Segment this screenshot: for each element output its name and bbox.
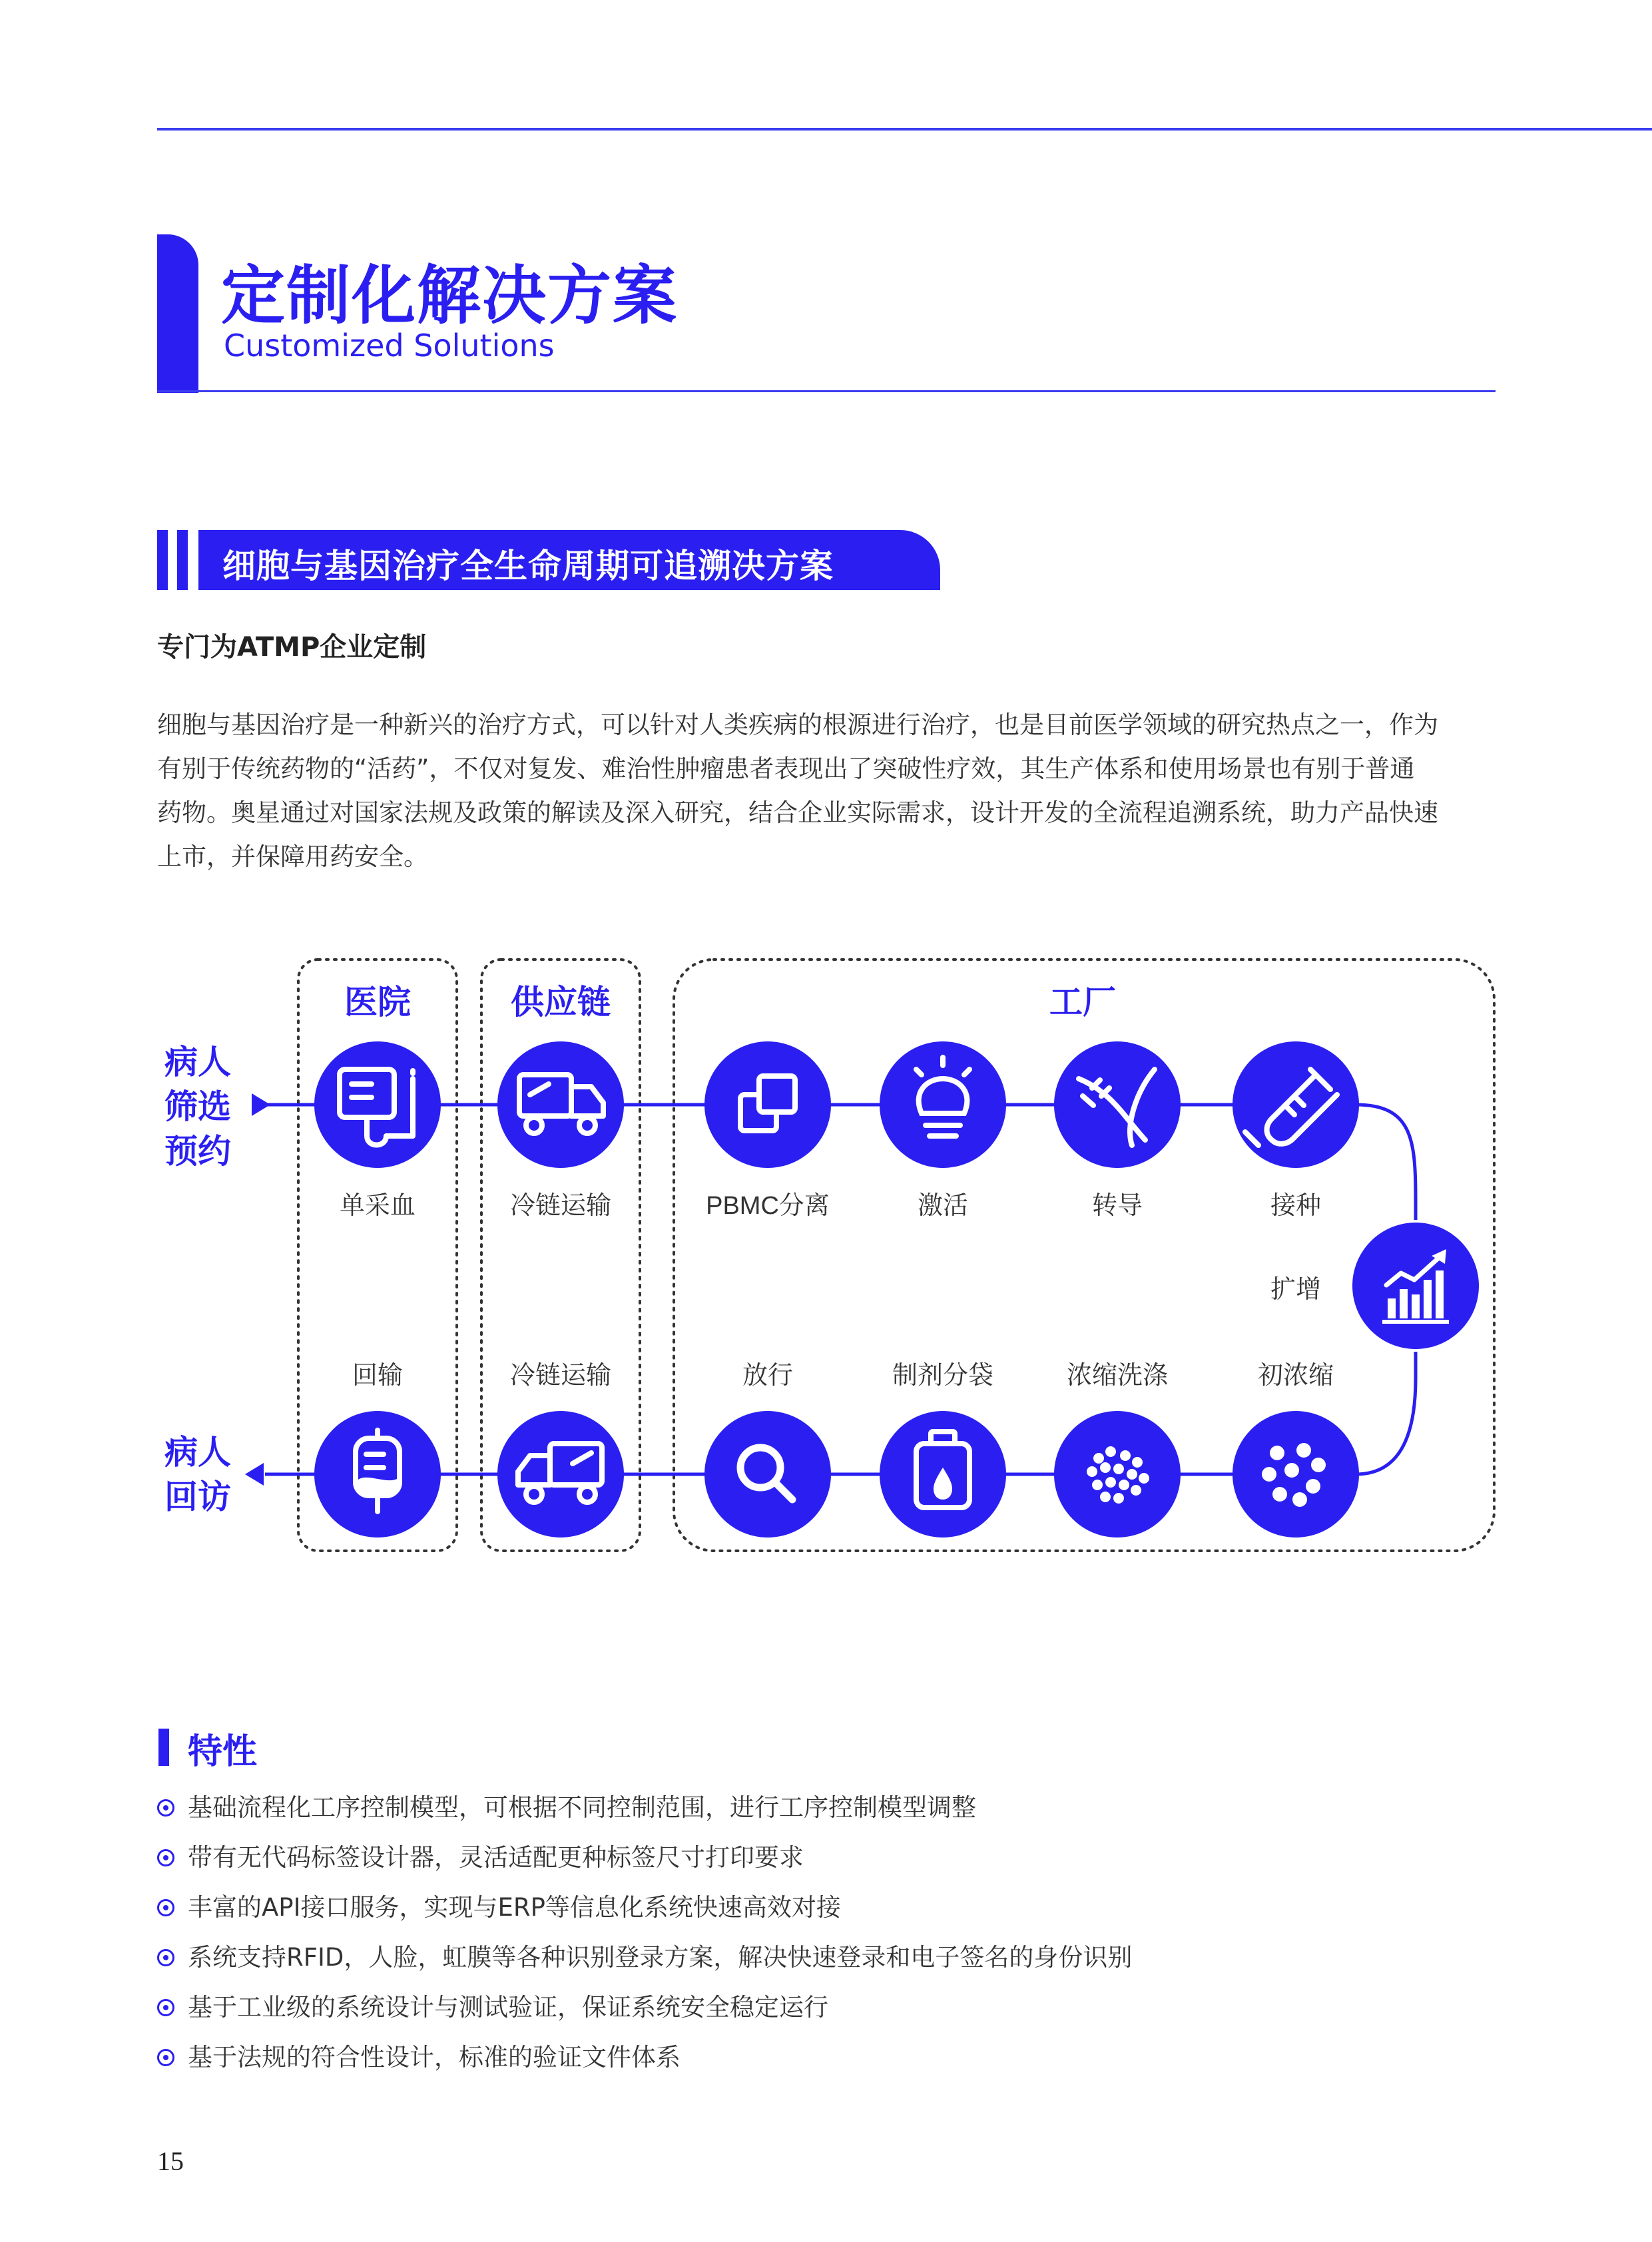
page-subtitle: Customized Solutions (224, 328, 555, 364)
concentrate-wash-circle (1054, 1411, 1181, 1538)
apheresis-step (314, 1041, 441, 1220)
bullet-icon (157, 1799, 174, 1817)
feature-text: 带有无代码标签设计器，灵活适配更种标签尺寸打印要求 (188, 1843, 804, 1872)
flow-connectors (265, 1105, 1416, 1474)
inoculation-circle (1233, 1041, 1359, 1168)
step-label: 制剂分袋 (892, 1362, 994, 1390)
transduction-step (1054, 1041, 1181, 1220)
arrow-in-icon (252, 1093, 270, 1116)
step-label: 回输 (352, 1362, 404, 1390)
patient-in-label: 病人 (164, 1043, 231, 1081)
pbmc-step (704, 1041, 831, 1220)
feature-item (157, 1941, 1132, 1991)
bullet-icon (157, 2049, 174, 2066)
paragraph-line: 细胞与基因治疗是一种新兴的治疗方式，可以针对人类疾病的根源进行治疗，也是目前医学领域的研究热点之一，作为 (157, 710, 1438, 739)
arrow-out-icon (245, 1463, 264, 1486)
features-accent-bar (158, 1729, 169, 1766)
bullet-icon (157, 1999, 174, 2016)
page-title: 定制化解决方案 (221, 258, 678, 333)
group-label-hospital: 医院 (344, 983, 411, 1021)
iv-fluid (358, 1478, 398, 1496)
expansion-circle (1352, 1223, 1479, 1349)
turn-down-line (1356, 1105, 1416, 1220)
feature-text: 基于工业级的系统设计与测试验证，保证系统安全稳定运行 (188, 1993, 828, 2022)
patient-in-label: 预约 (164, 1133, 231, 1170)
bullet-icon (157, 1949, 174, 1966)
step-label: PBMC分离 (706, 1192, 830, 1220)
step-label: 转导 (1091, 1192, 1143, 1220)
patient-out-label: 回访 (164, 1478, 231, 1516)
bullet-icon (157, 1899, 174, 1916)
patient-in-label: 筛选 (164, 1088, 231, 1125)
feature-item (157, 1841, 1132, 1891)
section-subheading: 专门为ATMP企业定制 (157, 632, 427, 663)
step-label: 接种 (1270, 1192, 1322, 1220)
banner-title: 细胞与基因治疗全生命周期可追溯决方案 (222, 547, 834, 585)
step-label: 放行 (742, 1362, 794, 1390)
paragraph-line: 药物。奥星通过对国家法规及政策的解读及深入研究，结合企业实际需求，设计开发的全流程追溯系统，助力产品快速 (157, 798, 1438, 827)
initial-concentrate-step (1233, 1362, 1359, 1538)
group-label-supply: 供应链 (511, 983, 611, 1021)
inoculation-step (1233, 1041, 1359, 1220)
step-label: 冷链运输 (509, 1192, 612, 1220)
release-step (704, 1362, 831, 1538)
step-label: 冷链运输 (509, 1362, 612, 1390)
expansion-step (1270, 1223, 1479, 1349)
group-label-factory: 工厂 (1049, 983, 1116, 1021)
feature-text: 系统支持RFID，人脸，虹膜等各种识别登录方案，解决快速登录和电子签名的身份识别 (188, 1943, 1133, 1972)
paragraph-line: 上市，并保障用药安全。 (157, 842, 428, 871)
feature-item (157, 2041, 1132, 2091)
feature-item (157, 1891, 1132, 1941)
feature-text: 基础流程化工序控制模型，可根据不同控制范围，进行工序控制模型调整 (188, 1793, 976, 1822)
release-circle (704, 1411, 831, 1538)
step-label: 单采血 (339, 1192, 416, 1220)
step-label: 浓缩洗涤 (1066, 1362, 1169, 1390)
feature-item (157, 1991, 1132, 2041)
cold-chain-step-bottom (497, 1362, 624, 1538)
apheresis-circle (314, 1041, 441, 1168)
step-label: 激活 (917, 1192, 969, 1220)
activation-step (880, 1041, 1006, 1220)
cold-chain-step-top (497, 1041, 624, 1220)
feature-item (157, 1791, 1132, 1841)
feature-text: 基于法规的符合性设计，标准的验证文件体系 (188, 2043, 681, 2072)
step-label: 初浓缩 (1257, 1362, 1334, 1390)
features-list (157, 1791, 1132, 2091)
patient-out-label: 病人 (164, 1434, 231, 1471)
formulation-step (880, 1362, 1006, 1538)
feature-text: 丰富的API接口服务，实现与ERP等信息化系统快速高效对接 (188, 1893, 841, 1922)
page-number: 15 (157, 2146, 184, 2176)
features-title: 特性 (188, 1732, 258, 1772)
step-label: 扩增 (1270, 1276, 1322, 1304)
paragraph-line: 有别于传统药物的“活药”，不仅对复发、难治性肿瘤患者表现出了突破性疗效，其生产体系和使用场景也有别于普通 (157, 754, 1415, 783)
turn-back-line (1356, 1352, 1416, 1474)
concentrate-wash-step (1054, 1362, 1181, 1538)
infusion-step (314, 1362, 441, 1538)
bullet-icon (157, 1849, 174, 1866)
